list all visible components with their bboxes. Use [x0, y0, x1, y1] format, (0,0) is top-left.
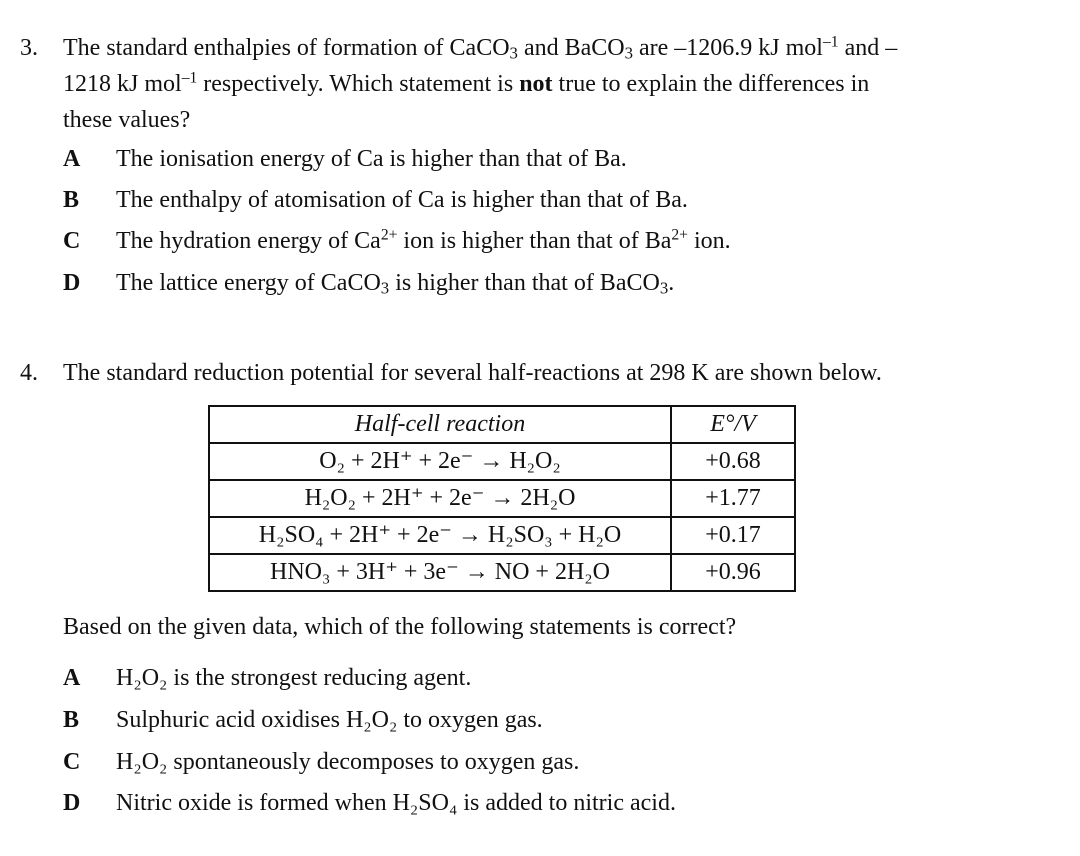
table-row [209, 517, 795, 554]
q4-option-b[interactable] [63, 702, 1003, 738]
question-3-stem-line-2: 1218 kJ mol$^{-1}$ respectively. Which statement is not true to explain the differences in [63, 69, 870, 97]
q4-option-c-letter: C [63, 749, 81, 775]
q4-option-d-letter: D [63, 790, 81, 816]
q4-option-c[interactable] [63, 744, 1003, 780]
half-reaction-table [208, 405, 796, 592]
q3-option-d-letter: D [63, 270, 81, 296]
q3-option-b-text: The enthalpy of atomisation of Ca is higher than that of Ba. [116, 187, 688, 213]
question-3-number: 3. [20, 35, 38, 61]
potential-cell: +0.96 [671, 554, 795, 591]
potential-cell: +1.77 [671, 480, 795, 517]
q3-option-b-letter: B [63, 187, 80, 213]
q3-option-a-text: The ionisation energy of Ca is higher than that of Ba. [116, 146, 627, 172]
q3-option-d[interactable] [63, 265, 1003, 301]
question-4-number: 4. [20, 360, 38, 386]
q3-option-b[interactable] [63, 182, 1003, 218]
table-row [209, 554, 795, 591]
table-row [209, 480, 795, 517]
q4-option-a[interactable] [63, 660, 1003, 696]
header-half-cell-reaction: Half-cell reaction [209, 406, 671, 443]
question-3-stem-line-3: these values? [63, 107, 191, 133]
reaction-cell: H₂O₂ + 2H⁺ + 2e⁻ → 2H₂O [209, 480, 671, 517]
q4-option-a-letter: A [63, 665, 81, 691]
q3-option-d-text: The lattice energy of CaCO$_3$ is higher than that of BaCO$_3$. [116, 270, 675, 298]
q4-option-b-text: Sulphuric acid oxidises H₂O₂ to oxygen gas. [116, 707, 543, 733]
question-3-stem-line-1: The standard enthalpies of formation of CaCO$_3$ and BaCO$_3$ are –1206.9 kJ mol$^{-1}$ and – [63, 33, 898, 63]
q4-option-d[interactable] [63, 785, 1003, 821]
table-header-row [209, 406, 795, 443]
question-4-stem: The standard reduction potential for several half-reactions at 298 K are shown below. [63, 360, 882, 386]
table-row [209, 443, 795, 480]
reaction-cell: H₂SO₄ + 2H⁺ + 2e⁻ → H₂SO₃ + H₂O [209, 517, 671, 554]
question-4-prompt: Based on the given data, which of the following statements is correct? [63, 614, 737, 640]
q4-option-c-text: H₂O₂ spontaneously decomposes to oxygen gas. [116, 749, 580, 775]
q3-option-c-text: The hydration energy of $Ca^{2+}$ ion is higher than that of $Ba^{2+}$ ion. [116, 226, 731, 254]
header-potential: E°/V [671, 406, 795, 443]
potential-cell: +0.17 [671, 517, 795, 554]
q4-option-a-text: H₂O₂ is the strongest reducing agent. [116, 665, 472, 691]
q3-option-c[interactable] [63, 223, 1003, 259]
reaction-cell: O₂ + 2H⁺ + 2e⁻ → H₂O₂ [209, 443, 671, 480]
q3-option-c-letter: C [63, 228, 81, 254]
q3-option-a[interactable] [63, 141, 1003, 177]
potential-cell: +0.68 [671, 443, 795, 480]
q3-option-a-letter: A [63, 146, 81, 172]
q4-option-b-letter: B [63, 707, 80, 733]
reaction-cell: HNO₃ + 3H⁺ + 3e⁻ → NO + 2H₂O [209, 554, 671, 591]
q4-option-d-text: Nitric oxide is formed when H₂SO₄ is added to nitric acid. [116, 790, 676, 816]
emphasis-not: not [519, 71, 553, 97]
